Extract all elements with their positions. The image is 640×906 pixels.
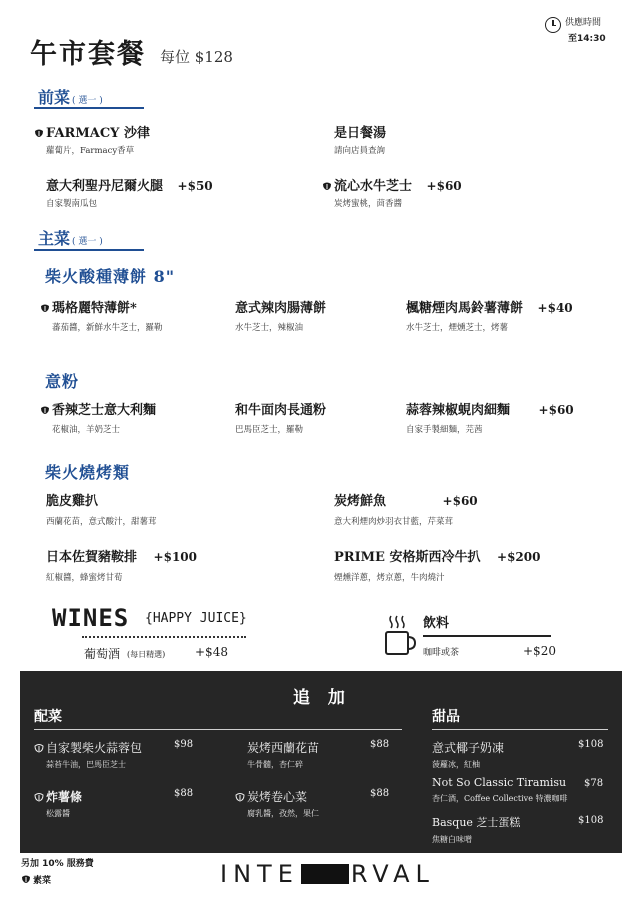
item-name: 香辣芝士意大利麵 [52, 403, 157, 418]
item-name: 日本佐賀豬鞍排 [46, 550, 138, 565]
logo-left-text: INTE [220, 860, 299, 888]
item-desc: 巴馬臣芝士，羅勒 [235, 425, 304, 435]
item-price: +$60 [426, 179, 462, 193]
menu-item [40, 297, 163, 333]
logo-block [301, 864, 349, 884]
item-price: +$60 [442, 494, 478, 508]
desserts-heading: 甜品 [432, 709, 460, 725]
item-desc: 蘿蔔片，Farmacy香草 [46, 146, 135, 156]
wines-divider [82, 636, 246, 638]
addon-item [432, 814, 520, 845]
item-name: 脆皮雞扒 [46, 494, 99, 509]
sides-divider [34, 729, 402, 730]
item-desc: 花椒油，羊奶芝士 [52, 425, 121, 435]
item-name-wrap [34, 739, 142, 756]
item-desc: 請向店員查詢 [334, 146, 386, 156]
item-name: 炭烤卷心菜 [247, 790, 308, 804]
item-name-wrap [334, 546, 540, 565]
item-desc: 牛骨髓，杏仁碎 [247, 760, 303, 769]
veg-leaf-icon [34, 743, 44, 753]
starters-note: ( 選一 ) [72, 96, 103, 106]
drinks-name: 咖啡或茶 [423, 648, 460, 658]
coffee-cup-icon [383, 614, 417, 656]
item-price: +$60 [538, 403, 574, 417]
item-desc: 蕃茄醬，新鮮水牛芝士，羅勒 [52, 323, 163, 333]
veg-leaf-icon [34, 792, 44, 802]
item-name-wrap [322, 175, 462, 194]
item-desc: 煙燻洋蔥，烤京蔥，牛肉燒汁 [334, 573, 445, 583]
veg-leaf-icon [40, 405, 50, 415]
addon-item [34, 739, 142, 770]
drinks-underline [423, 635, 551, 637]
grill-heading: 柴火燒烤類 [45, 463, 131, 482]
veg-leaf-icon [40, 303, 50, 313]
item-price: +$40 [537, 301, 573, 315]
item-desc: 炭烤蜜桃，茴香醬 [334, 199, 403, 209]
item-name: 意式椰子奶凍 [432, 741, 505, 755]
wine-note: (每日精選) [127, 650, 166, 659]
mains-note: ( 選一 ) [72, 237, 103, 247]
pasta-heading: 意粉 [45, 372, 80, 391]
item-desc: 腐乳醬，孜然，果仁 [247, 809, 319, 818]
item-price: $88 [370, 739, 390, 750]
item-price: $78 [584, 778, 604, 789]
flatbread-heading: 柴火酸種薄餅 8" [45, 267, 176, 286]
item-price: $88 [370, 788, 390, 799]
starters-heading [38, 85, 103, 108]
menu-item [46, 546, 197, 583]
item-name-wrap [334, 490, 478, 509]
item-name: Basque 芝士蛋糕 [432, 816, 521, 829]
item-name: 楓糖煙肉馬鈴薯薄餅 [406, 301, 524, 316]
item-desc: 水牛芝士，辣椒油 [235, 323, 304, 333]
interval-logo [220, 860, 435, 888]
item-price: +$50 [177, 179, 213, 193]
item-name: FARMACY 沙律 [46, 126, 150, 141]
item-name: 蒜蓉辣椒蜆肉細麵 [406, 403, 511, 418]
menu-item [406, 297, 573, 333]
item-name: 是日餐湯 [334, 126, 387, 141]
wine-price: +$48 [195, 645, 228, 659]
page-title: 午市套餐 [30, 39, 146, 70]
drinks-title: 飲料 [423, 616, 450, 631]
item-desc: 自家製南瓜包 [46, 199, 98, 209]
item-name: 和牛面肉長通粉 [235, 403, 327, 418]
wines-subtitle: {HAPPY JUICE} [145, 611, 247, 626]
item-desc: 水牛芝士，煙燻芝士，烤薯 [406, 323, 509, 333]
item-name: 意式辣肉腸薄餅 [235, 301, 327, 316]
item-desc: 紅椒醬，蜂蜜烤甘荀 [46, 573, 123, 583]
veg-leaf-icon [322, 181, 332, 191]
item-price: $88 [174, 788, 194, 799]
item-name: 自家製柴火蒜蓉包 [46, 741, 143, 755]
menu-item [406, 399, 574, 435]
addon-item [432, 739, 504, 770]
item-price: $108 [578, 815, 604, 826]
menu-item [235, 399, 326, 435]
item-name: Not So Classic Tiramisu [432, 776, 567, 789]
item-name-wrap [34, 788, 82, 805]
addon-item [432, 776, 567, 804]
item-name: 炸薯條 [46, 790, 83, 804]
item-desc: 焦糖白味噌 [432, 835, 472, 844]
item-name: 流心水牛芝士 [334, 179, 413, 194]
service-time-value: 至14:30 [568, 34, 606, 44]
item-price: $108 [578, 739, 604, 750]
mains-heading-text: 主菜 [38, 229, 71, 248]
menu-item [46, 490, 157, 527]
item-name: 意大利聖丹尼爾火腿 [46, 179, 164, 194]
addon-item [235, 788, 319, 819]
menu-item [46, 175, 213, 209]
item-name-wrap [235, 788, 319, 805]
item-name: 炭烤鮮魚 [334, 494, 387, 509]
wines-title: WINES [52, 604, 130, 632]
drinks-price: +$20 [523, 644, 556, 658]
menu-item [322, 175, 462, 209]
mains-heading [38, 226, 103, 249]
item-desc: 自家手製細麵，芫茜 [406, 425, 483, 435]
item-name-wrap [46, 546, 197, 565]
addon-item [247, 739, 319, 770]
menu-item [34, 122, 150, 156]
wine-name: 葡萄酒 [84, 647, 121, 661]
menu-item [40, 399, 156, 435]
item-desc: 意大利煙肉炒羽衣甘藍，芹菜茸 [334, 517, 454, 527]
clock-icon [545, 17, 561, 33]
menu-item [334, 546, 540, 583]
mains-underline [34, 249, 144, 251]
item-desc: 松露醬 [46, 809, 70, 818]
veg-legend [21, 873, 51, 886]
item-desc: 菠蘿冰，紅柚 [432, 760, 480, 769]
desserts-divider [432, 729, 608, 730]
veg-legend-label: 素菜 [33, 876, 52, 886]
item-price: +$100 [153, 550, 197, 564]
logo-right-text: RVAL [350, 860, 435, 888]
item-price: $98 [174, 739, 194, 750]
item-name-wrap [46, 175, 213, 194]
menu-item [235, 297, 326, 333]
item-name-wrap [406, 399, 574, 418]
menu-item [334, 490, 478, 527]
addon-item [34, 788, 82, 819]
service-charge-note: 另加 10% 服務費 [21, 859, 94, 869]
item-desc: 西蘭花苗，意式酸汁，甜薯茸 [46, 517, 157, 527]
menu-item [334, 122, 386, 156]
item-desc: 杏仁酒，Coffee Collective 特濃咖啡 [432, 794, 568, 803]
veg-leaf-icon [21, 874, 31, 884]
item-name-wrap [40, 297, 163, 316]
item-name-wrap [406, 297, 573, 316]
veg-leaf-icon [34, 128, 44, 138]
item-name: PRIME 安格斯西冷牛扒 [334, 550, 481, 565]
item-name-wrap [34, 122, 150, 141]
veg-leaf-icon [235, 792, 245, 802]
starters-underline [34, 107, 144, 109]
item-desc: 蒜苔牛油，巴馬臣芝士 [46, 760, 126, 769]
item-name-wrap [40, 399, 156, 418]
addons-title: 追 加 [293, 688, 351, 708]
price-per-person: 每位 $128 [160, 48, 233, 66]
item-price: +$200 [497, 550, 541, 564]
item-name: 瑪格麗特薄餅* [52, 301, 137, 316]
item-name: 炭烤西蘭花苗 [247, 741, 320, 755]
service-time-label: 供應時間 [565, 18, 602, 28]
starters-heading-text: 前菜 [38, 88, 71, 107]
sides-heading: 配菜 [34, 709, 62, 725]
